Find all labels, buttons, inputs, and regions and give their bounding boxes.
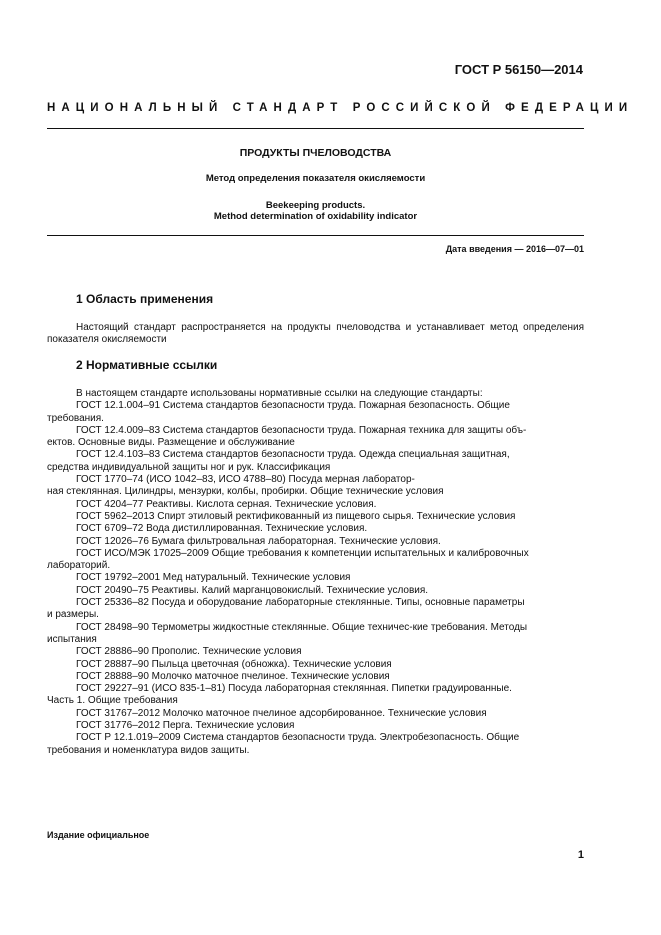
page-number: 1 (577, 849, 584, 861)
reference-line: ГОСТ 6709–72 Вода дистиллированная. Технические условия. (76, 523, 368, 535)
middle-divider (47, 235, 584, 236)
section-1-text (47, 322, 584, 347)
section-2-heading: 2 Нормативные ссылки (76, 358, 218, 372)
reference-line: ГОСТ 12.1.004–91 Система стандартов безопасности труда. Пожарная безопасность. Общие (76, 400, 510, 412)
top-divider (47, 128, 584, 129)
reference-line: ГОСТ 12.4.009–83 Система стандартов безопасности труда. Пожарная техника для защиты объ- (76, 424, 527, 436)
national-standard-title: НАЦИОНАЛЬНЫЙ СТАНДАРТ РОССИЙСКОЙ ФЕДЕРАЦИИ (47, 102, 634, 114)
reference-line: и размеры. (47, 609, 99, 621)
reference-line: лабораторий. (47, 560, 111, 572)
reference-line: В настоящем стандарте использованы нормативные ссылки на следующие стандарты: (76, 388, 483, 399)
reference-line: ГОСТ 19792–2001 Мед натуральный. Технические условия (76, 572, 351, 584)
reference-line: ГОСТ 31767–2012 Молочко маточное пчелиное адсорбированное. Технические условия (76, 707, 487, 719)
introduction-date: Дата введения — 2016—07—01 (445, 244, 584, 254)
reference-line: Часть 1. Общие требования (47, 695, 178, 707)
reference-line: ГОСТ 28498–90 Термометры жидкостные стеклянные. Общие техничес-кие требования. Методы (76, 621, 528, 633)
scope-paragraph: Настоящий стандарт распространяется на продукты пчеловодства и устанавливает метод определения показателя окисляемости (47, 322, 584, 346)
reference-line: ГОСТ 28888–90 Молочко маточное пчелиное. Технические условия (76, 670, 390, 682)
section-1-heading: 1 Область применения (76, 292, 214, 306)
reference-line: ГОСТ 4204–77 Реактивы. Кислота серная. Технические условия. (76, 498, 377, 510)
reference-line: ГОСТ 31776–2012 Перга. Технические условия (76, 720, 295, 732)
reference-line: ГОСТ ИСО/МЭК 17025–2009 Общие требования к компетенции испытательных и калибровочных (76, 547, 529, 559)
reference-line: ГОСТ 20490–75 Реактивы. Калий марганцовокислый. Технические условия. (76, 584, 429, 596)
english-title-line-1: Beekeeping products. (265, 200, 366, 211)
reference-line: ГОСТ 1770–74 (ИСО 1042–83, ИСО 4788–80) Посуда мерная лаборатор- (76, 474, 415, 486)
reference-line: ГОСТ 5962–2013 Спирт этиловый ректификованный из пищевого сырья. Технические условия (76, 510, 516, 522)
standard-number: ГОСТ Р 56150—2014 (454, 62, 583, 77)
method-title: Метод определения показателя окисляемости (205, 173, 426, 184)
reference-line: испытания (47, 633, 97, 645)
product-title: ПРОДУКТЫ ПЧЕЛОВОДСТВА (239, 147, 392, 159)
edition-note: Издание официальное (47, 830, 150, 840)
reference-line: ГОСТ 12026–76 Бумага фильтровальная лабораторная. Технические условия. (76, 535, 441, 547)
english-title (47, 200, 584, 222)
reference-line: ГОСТ 28887–90 Пыльца цветочная (обножка). Технические условия (76, 658, 392, 670)
reference-line: требования и номенклатура видов защиты. (47, 744, 250, 756)
english-title-line-2: Method determination of oxidability indicator (213, 211, 418, 222)
reference-line: средства индивидуальной защиты ног и рук. Классификация (47, 461, 331, 473)
reference-line: ГОСТ 25336–82 Посуда и оборудование лабораторные стеклянные. Типы, основные параметры (76, 597, 525, 609)
reference-line: ГОСТ 29227–91 (ИСО 835-1–81) Посуда лабораторная стеклянная. Пипетки градуированные. (76, 683, 512, 695)
reference-line: требования. (47, 412, 104, 424)
reference-line: ектов. Основные виды. Размещение и обслуживание (47, 437, 295, 449)
reference-line: ГОСТ 12.4.103–83 Система стандартов безопасности труда. Одежда специальная защитная, (76, 449, 510, 461)
reference-line: ГОСТ 28886–90 Прополис. Технические условия (76, 646, 302, 658)
reference-line: ная стеклянная. Цилиндры, мензурки, колбы, пробирки. Общие технические условия (47, 486, 444, 498)
references-list (47, 388, 584, 757)
reference-line: ГОСТ Р 12.1.019–2009 Система стандартов безопасности труда. Электробезопасность. Общие (76, 732, 520, 744)
